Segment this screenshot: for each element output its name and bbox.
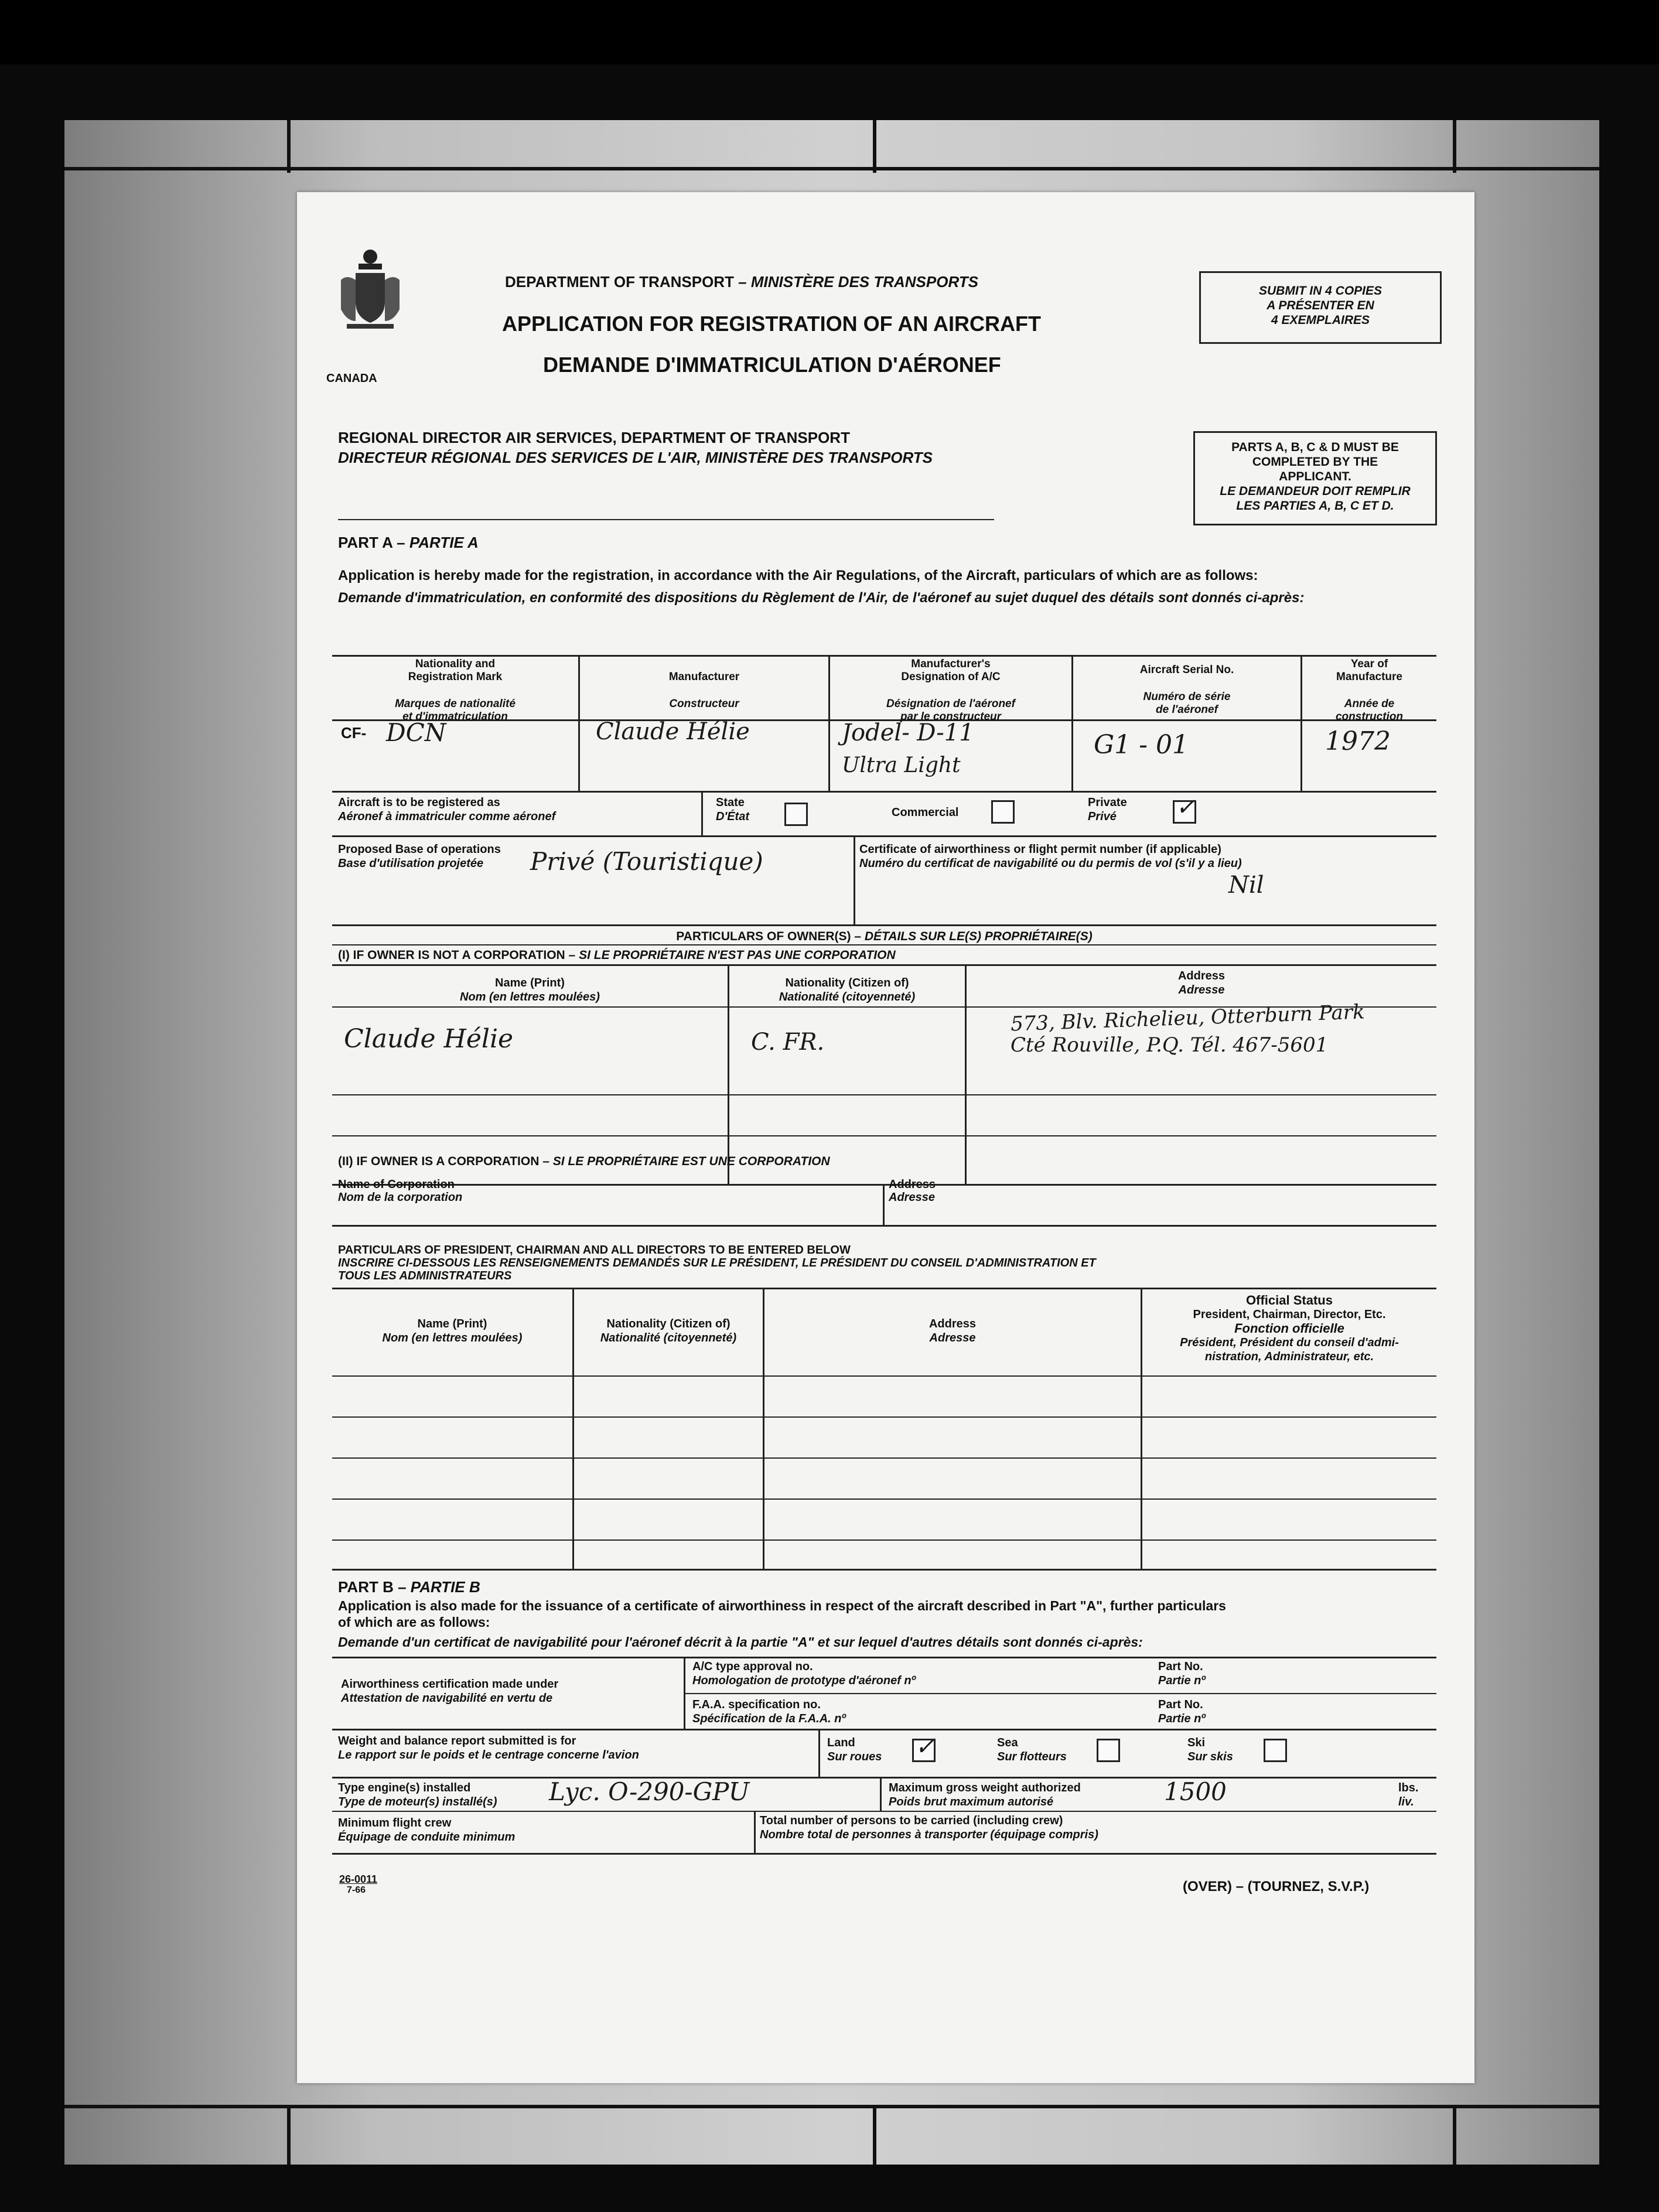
weight-units: lbs. liv. <box>1398 1781 1419 1808</box>
table-rule <box>332 835 1436 837</box>
year-value: 1972 <box>1325 726 1391 756</box>
mount-top-rule <box>64 167 1599 170</box>
part-b-intro-fr: Demande d'un certificat de navigabilité pour l'aéronef décrit à la partie "A" et sur lequel d'autres détails sont donnés ci-après: <box>338 1634 1143 1650</box>
parts-notice-box <box>1193 431 1437 525</box>
table-rule <box>332 1777 1436 1779</box>
table-rule <box>332 1457 1436 1459</box>
table-rule <box>332 1657 1436 1658</box>
table-rule <box>332 1569 1436 1571</box>
film-top-band <box>0 0 1659 64</box>
form-date: 7-66 <box>347 1885 366 1895</box>
department-title: DEPARTMENT OF TRANSPORT – MINISTÈRE DES TRANSPORTS <box>505 273 978 291</box>
serial-value: G1 - 01 <box>1094 730 1189 760</box>
owner-address-value-2: Cté Rouville, P.Q. Tél. 467-5601 <box>1011 1033 1329 1057</box>
regional-director-fr: DIRECTEUR RÉGIONAL DES SERVICES DE L'AIR, MINISTÈRE DES TRANSPORTS <box>338 449 933 466</box>
land-label: Land Sur roues <box>827 1736 882 1763</box>
registration-prefix: CF- <box>341 724 367 742</box>
faa-spec-label: F.A.A. specification no. Spécification de la F.A.A. nº <box>692 1698 846 1725</box>
corporation-heading: (II) IF OWNER IS A CORPORATION – SI LE PROPRIÉTAIRE EST UNE CORPORATION <box>338 1155 830 1168</box>
designation-value-1: Jodel- D-11 <box>842 719 974 746</box>
parts-line: PARTS A, B, C & D MUST BE <box>1231 441 1399 454</box>
not-corporation-heading: (I) IF OWNER IS NOT A CORPORATION – SI LE PROPRIÉTAIRE N'EST PAS UNE CORPORATION <box>338 948 896 962</box>
table-rule <box>332 1225 1436 1227</box>
table-rule <box>332 1811 1436 1812</box>
col-header-year: Year of Manufacture Année de construction <box>1335 658 1404 723</box>
table-rule <box>332 1094 1436 1095</box>
ski-label: Ski Sur skis <box>1187 1736 1233 1763</box>
parts-line: COMPLETED BY THE <box>1252 455 1378 469</box>
director-status-header: Official Status President, Chairman, Director, Etc. Fonction officielle Président, Président du conseil d'admi- nistration, Administrateur, etc. <box>1180 1293 1399 1363</box>
weight-balance-label: Weight and balance report submitted is for Le rapport sur le poids et le centrage concerne l'avion <box>338 1735 639 1762</box>
director-name-header: Name (Print) Nom (en lettres moulées) <box>382 1317 523 1344</box>
col-header-nationality: Nationality and Registration Mark Marques de nationalité et d'immatriculation <box>395 658 516 723</box>
part-no-label-2: Part No. Partie nº <box>1158 1698 1206 1725</box>
private-checkbox[interactable] <box>1173 794 1196 824</box>
mount-tick <box>1453 120 1456 173</box>
table-col-rule <box>754 1811 756 1853</box>
owner-name-value: Claude Hélie <box>344 1024 514 1054</box>
submit-copies-box <box>1199 271 1442 344</box>
table-col-rule <box>854 835 855 924</box>
director-address-header: Address Adresse <box>929 1317 977 1344</box>
col-header-manufacturer: Manufacturer Constructeur <box>668 671 740 710</box>
state-checkbox[interactable] <box>784 803 808 826</box>
table-rule <box>332 1375 1436 1377</box>
table-rule <box>684 1693 1436 1694</box>
certificate-value: Nil <box>1228 872 1264 899</box>
base-label: Proposed Base of operations Base d'utilisation projetée <box>338 843 501 870</box>
private-label: Private Privé <box>1088 796 1127 823</box>
min-crew-label: Minimum flight crew Équipage de conduite minimum <box>338 1817 516 1844</box>
part-a-intro-en: Application is hereby made for the registration, in accordance with the Air Regulations, of the Aircraft, particulars of which are as follows: <box>338 568 1258 583</box>
sea-checkbox[interactable] <box>1097 1739 1120 1762</box>
coat-of-arms-icon <box>335 245 405 333</box>
owner-address-header: Address Adresse <box>1177 970 1226 996</box>
airworthiness-label: Airworthiness certification made under Attestation de navigabilité en vertu de <box>341 1678 559 1705</box>
engine-value: Lyc. O-290-GPU <box>549 1777 750 1806</box>
engine-label: Type engine(s) installed Type de moteur(s) installé(s) <box>338 1781 497 1808</box>
part-b-heading: PART B – PARTIE B <box>338 1578 480 1596</box>
part-a-intro-fr: Demande d'immatriculation, en conformité des dispositions du Règlement de l'Air, de l'aéronef au sujet duquel des détails sont donnés ci-après: <box>338 590 1305 606</box>
commercial-label: Commercial <box>892 806 959 819</box>
persons-label: Total number of persons to be carried (including crew) Nombre total de personnes à transporter (équipage compris) <box>760 1814 1098 1841</box>
owner-nationality-header: Nationality (Citizen of) Nationalité (citoyenneté) <box>779 977 916 1003</box>
form-number: 26-0011 <box>339 1873 378 1885</box>
table-rule <box>332 1416 1436 1418</box>
land-check-mark: ✓ <box>915 1733 935 1760</box>
mount-tick <box>873 120 876 173</box>
col-header-designation: Manufacturer's Designation of A/C Désignation de l'aéronef par le constructeur <box>886 658 1015 723</box>
table-rule <box>332 1135 1436 1136</box>
table-col-rule <box>701 791 703 835</box>
mount-tick <box>287 2106 291 2165</box>
table-rule <box>332 964 1436 966</box>
registration-mark: DCN <box>386 718 446 747</box>
application-form <box>297 192 1474 2083</box>
table-col-rule <box>818 1729 820 1777</box>
private-check-mark: ✓ <box>1176 794 1196 821</box>
table-rule <box>332 1729 1436 1730</box>
registered-as-label: Aircraft is to be registered as Aéronef à immatriculer comme aéronef <box>338 796 556 823</box>
land-checkbox[interactable] <box>912 1733 936 1762</box>
part-a-heading: PART A – PARTIE A <box>338 534 479 551</box>
directors-heading: PARTICULARS OF PRESIDENT, CHAIRMAN AND ALL DIRECTORS TO BE ENTERED BELOW INSCRIRE CI-DESSOUS LES RENSEIGNEMENTS DEMANDÉS SUR LE PRÉSIDENT, LE PRÉSIDENT DU CONSEIL D'ADMINISTRATION ET TOUS LES ADMINISTRATEURS <box>338 1244 1096 1282</box>
corporation-name-label: Name of Corporation Nom de la corporation <box>338 1178 463 1204</box>
col-header-serial: Aircraft Serial No. Numéro de série de l'aéronef <box>1139 664 1234 716</box>
table-col-rule <box>880 1777 882 1811</box>
parts-line: LE DEMANDEUR DOIT REMPLIR <box>1220 484 1411 498</box>
sea-label: Sea Sur flotteurs <box>997 1736 1067 1763</box>
parts-line: LES PARTIES A, B, C ET D. <box>1236 499 1394 513</box>
table-rule <box>332 944 1436 945</box>
table-rule <box>332 1539 1436 1541</box>
address-line <box>338 519 994 520</box>
state-label: State D'État <box>716 796 749 823</box>
table-rule <box>332 791 1436 793</box>
owner-address-value-1: 573, Blv. Richelieu, Otterburn Park <box>1010 1000 1366 1036</box>
part-b-intro-en-2: of which are as follows: <box>338 1614 490 1630</box>
submit-line: SUBMIT IN 4 COPIES <box>1258 284 1383 298</box>
parts-line: APPLICANT. <box>1279 470 1351 483</box>
mount-bottom-rule <box>64 2105 1599 2108</box>
ski-checkbox[interactable] <box>1264 1739 1287 1762</box>
submit-line: A PRÉSENTER EN <box>1267 299 1374 312</box>
mount-tick <box>873 2106 876 2165</box>
mount-tick <box>1453 2106 1456 2165</box>
over-note: (OVER) – (TOURNEZ, S.V.P.) <box>1183 1879 1370 1894</box>
director-nationality-header: Nationality (Citizen of) Nationalité (citoyenneté) <box>600 1317 737 1344</box>
certificate-label: Certificate of airworthiness or flight permit number (if applicable) Numéro du certificat de navigabilité ou du permis de vol (s'il y a lieu) <box>859 843 1242 870</box>
form-title-fr: DEMANDE D'IMMATRICULATION D'AÉRONEF <box>543 353 1001 377</box>
part-b-intro-en-1: Application is also made for the issuance of a certificate of airworthiness in respect of the aircraft described in Part "A", further particulars <box>338 1598 1226 1613</box>
max-gross-weight-label: Maximum gross weight authorized Poids brut maximum autorisé <box>889 1781 1081 1808</box>
type-approval-label: A/C type approval no. Homologation de prototype d'aéronef nº <box>692 1660 916 1687</box>
table-rule <box>332 1288 1436 1289</box>
owner-name-header: Name (Print) Nom (en lettres moulées) <box>460 977 600 1003</box>
mount-tick <box>287 120 291 173</box>
designation-value-2: Ultra Light <box>842 753 961 777</box>
regional-director-en: REGIONAL DIRECTOR AIR SERVICES, DEPARTMENT OF TRANSPORT <box>338 429 850 446</box>
submit-line: 4 EXEMPLAIRES <box>1271 313 1370 327</box>
table-rule <box>332 1498 1436 1500</box>
part-no-label: Part No. Partie nº <box>1158 1660 1206 1687</box>
commercial-checkbox[interactable] <box>991 800 1015 824</box>
manufacturer-value: Claude Hélie <box>596 718 750 745</box>
table-rule <box>332 655 1436 657</box>
max-gross-weight-value: 1500 <box>1164 1777 1227 1806</box>
table-col-rule <box>965 964 967 1184</box>
corporation-address-label: Address Adresse <box>889 1178 936 1204</box>
table-rule <box>332 924 1436 926</box>
table-col-rule <box>883 1184 885 1225</box>
form-title-en: APPLICATION FOR REGISTRATION OF AN AIRCRAFT <box>502 312 1041 336</box>
table-rule <box>332 1853 1436 1855</box>
base-value: Privé (Touristique) <box>530 847 763 876</box>
owners-heading: PARTICULARS OF OWNER(S) – DÉTAILS SUR LE(S) PROPRIÉTAIRE(S) <box>676 930 1093 943</box>
owner-nationality-value: C. FR. <box>751 1029 825 1056</box>
country-label: CANADA <box>326 372 377 385</box>
